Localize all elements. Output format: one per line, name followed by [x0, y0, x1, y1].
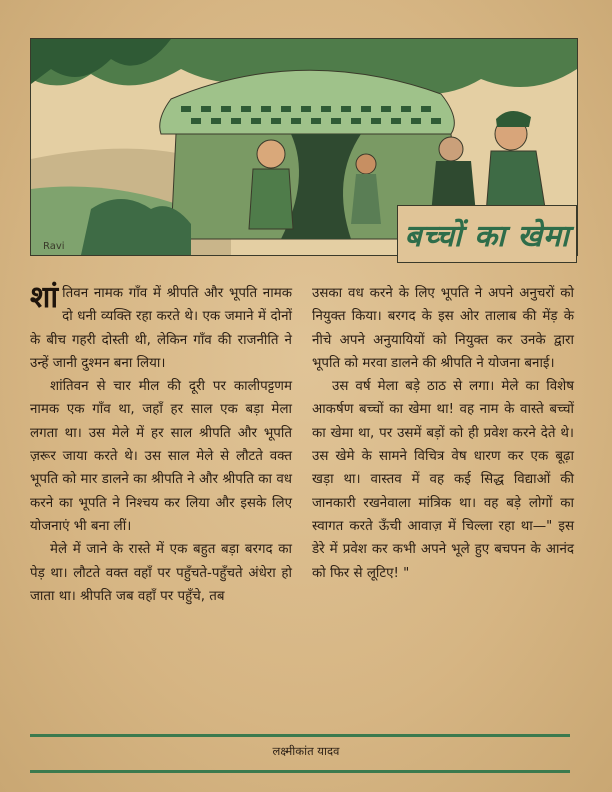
paragraph-text: तिवन नामक गाँव में श्रीपति और भूपति नामक दो धनी व्यक्ति रहा करते थे। एक जमाने में दोनों के बीच गहरी दोस्ती थी, लेकिन गाँव की राजनीति ने उन्हें जानी दुश्मन बना लिया। [30, 286, 292, 371]
paragraph: उस वर्ष मेला बड़े ठाठ से लगा। मेले का विशेष आकर्षण बच्चों का खेमा था! वह नाम के वास्ते बच्चों का खेमा था, पर उसमें बड़ों को ही प्रवेश करने देते थे। उस खेमे के सामने विचित्र वेष धारण कर एक बूढ़ा खड़ा था। वास्तव में वह कई सिद्ध विद्याओं की जानकारी रखनेवाला मांत्रिक था। वह बड़े लोगों का स्वागत करते ऊँची आवाज़ में चिल्ला रहा था—" इस डेरे में प्रवेश कर कभी अपने भूले हुए बचपन के आनंद को फिर से लूटिए! " [312, 379, 574, 581]
paragraph [30, 282, 292, 375]
divider-top [30, 734, 570, 737]
story-title: बच्चों का खेमा [404, 218, 570, 254]
paragraph: उसका वध करने के लिए भूपति ने अपने अनुचरों को नियुक्त किया। बरगद के इस ओर तालाब की मेंड़ के नीचे अपने अनुयायियों को नियुक्त कर उनके द्वारा भूपति को मरवा डालने की श्रीपति ने योजना बनाई। [312, 286, 574, 371]
paragraph: मेले में जाने के रास्ते में एक बहुत बड़ा बरगद का पेड़ था। लौटते वक्त वहाँ पर पहुँचते-पहुँचते अंधेरा हो जाता था। श्रीपति जब वहाँ पर पहुँचे, तब [30, 542, 292, 604]
text-column-right [312, 282, 574, 585]
paragraph: शांतिवन से चार मील की दूरी पर कालीपट्टणम नामक एक गाँव था, जहाँ हर साल एक बड़ा मेला लगता था। उस मेले में हर साल श्रीपति और भूपति ज़रूर जाया करते थे। उस साल मेले से लौटते वक्त भूपति को मार डालने का श्रीपति ने और श्रीपति का वध करने का भूपति ने निश्चय कर लिया और इसके लिए योजनाएं भी बना लीं। [30, 379, 292, 534]
drop-cap: शां [30, 280, 59, 315]
author-credit: लक्ष्मीकांत यादव [272, 744, 340, 758]
divider-bottom [30, 770, 570, 773]
artist-signature: Ravi [43, 241, 65, 252]
text-column-left [30, 282, 292, 608]
title-box [397, 205, 577, 263]
